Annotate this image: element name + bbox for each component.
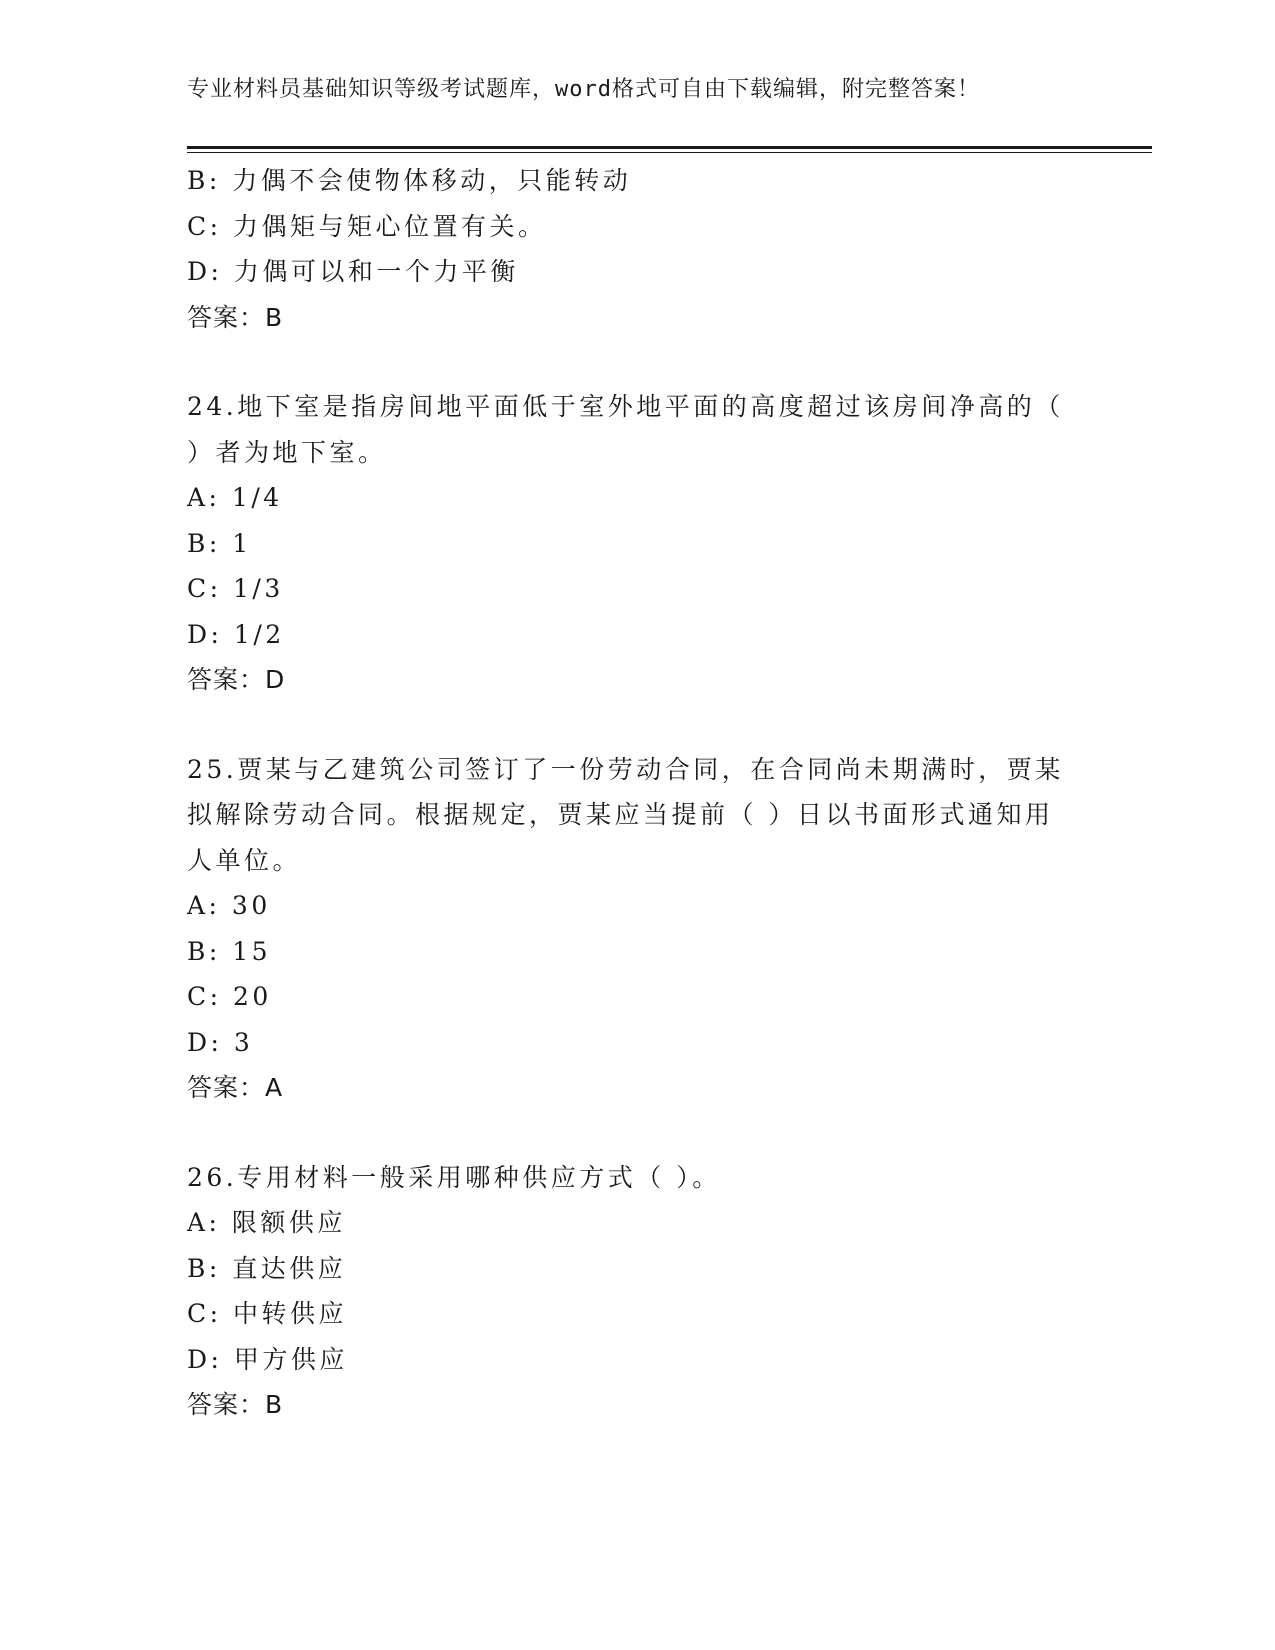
option-c: C: 力偶矩与矩心位置有关。	[187, 211, 547, 241]
answer: 答案：B	[187, 302, 284, 332]
question-26	[187, 1155, 1087, 1428]
question-24	[187, 384, 1087, 703]
answer: 答案：D	[187, 665, 286, 694]
option-b: B: 直达供应	[187, 1253, 347, 1283]
question-text-line: 26.专用材料一般采用哪种供应方式（ ）。	[187, 1162, 721, 1192]
option-b: B: 15	[187, 936, 272, 966]
option-d: D: 力偶可以和一个力平衡	[187, 257, 519, 286]
option-a: A: 30	[187, 891, 271, 920]
question-text-line: 25.贾某与乙建筑公司签订了一份劳动合同，在合同尚未期满时，贾某	[187, 754, 1064, 784]
prev-question	[187, 158, 1087, 340]
answer: 答案：A	[187, 1073, 284, 1102]
header-rule-thin	[187, 152, 1152, 153]
option-d: D: 1/2	[187, 619, 285, 649]
option-c: C: 中转供应	[187, 1299, 347, 1328]
question-text-line: 24.地下室是指房间地平面低于室外地平面的高度超过该房间净高的（	[187, 392, 1064, 421]
option-a: A: 限额供应	[187, 1208, 346, 1237]
header-rule-thick	[187, 146, 1152, 149]
option-a: A: 1/4	[187, 483, 283, 512]
option-d: D: 甲方供应	[187, 1344, 348, 1374]
option-d: D: 3	[187, 1027, 254, 1057]
question-list	[187, 158, 1087, 1428]
option-c: C: 20	[187, 982, 272, 1011]
question-text-line: 拟解除劳动合同。根据规定，贾某应当提前（ ）日以书面形式通知用	[187, 800, 1054, 829]
page-header: 专业材料员基础知识等级考试题库，word格式可自由下载编辑，附完整答案！	[187, 77, 980, 102]
question-text-line: ）者为地下室。	[187, 437, 387, 467]
option-b: B: 1	[187, 528, 252, 558]
option-b: B: 力偶不会使物体移动，只能转动	[187, 166, 632, 195]
answer: 答案：B	[187, 1390, 284, 1419]
option-c: C: 1/3	[187, 574, 284, 603]
question-25	[187, 747, 1087, 1111]
question-text-line: 人单位。	[187, 845, 302, 875]
